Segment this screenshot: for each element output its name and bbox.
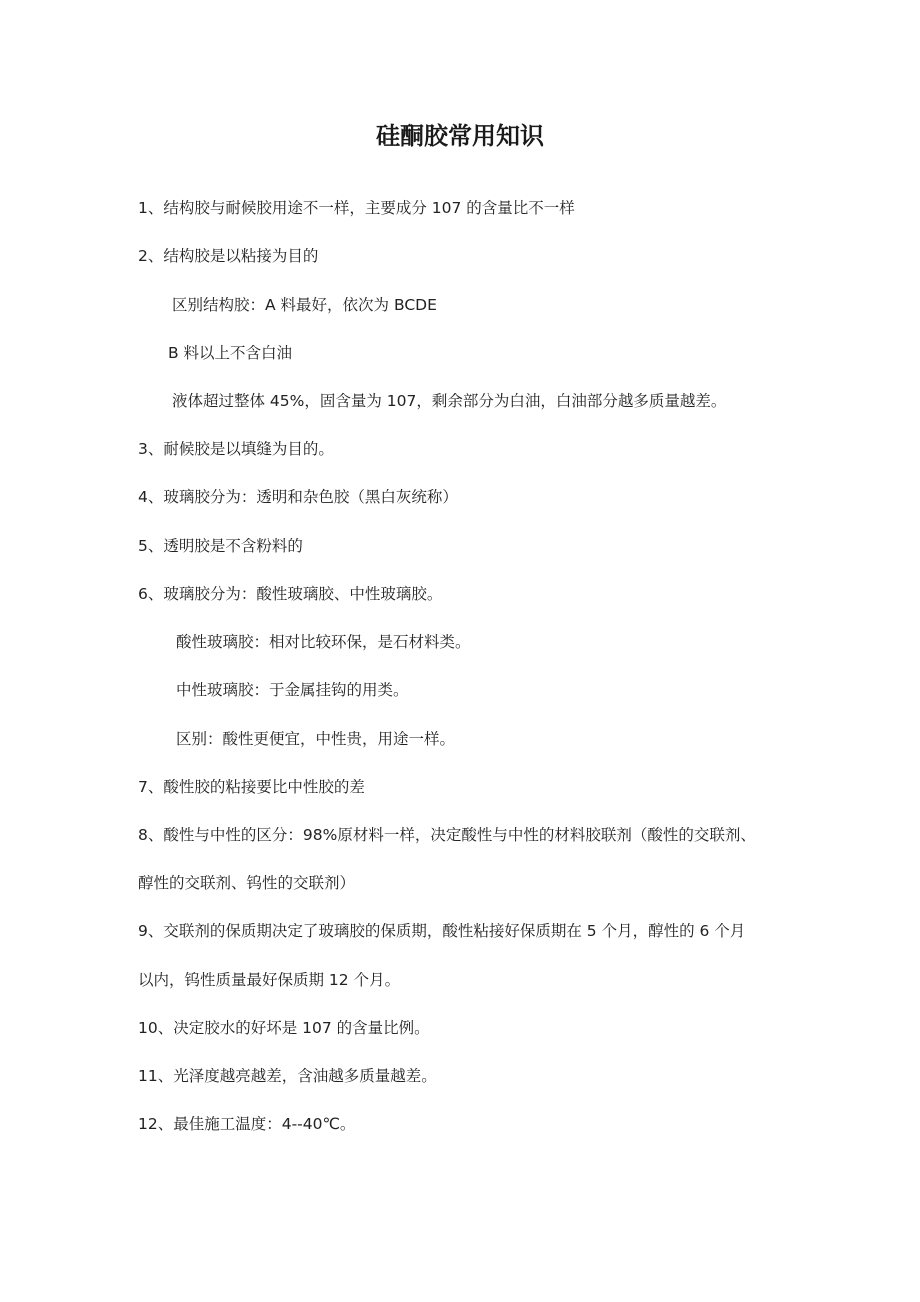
text-line-11: 11、光泽度越亮越差，含油越多质量越差。 [138,1067,437,1085]
text-line-12: 12、最佳施工温度：4--40℃。 [138,1115,356,1133]
text-line-7: 7、酸性胶的粘接要比中性胶的差 [138,778,365,796]
text-line-3: 3、耐候胶是以填缝为目的。 [138,440,334,458]
text-line-6b: 中性玻璃胶：于金属挂钩的用类。 [176,681,409,699]
text-line-1: 1、结构胶与耐候胶用途不一样，主要成分 107 的含量比不一样 [138,199,575,217]
text-line-2a: 区别结构胶：A 料最好，依次为 BCDE [172,296,437,314]
text-line-8: 8、酸性与中性的区分：98%原材料一样，决定酸性与中性的材料胶联剂（酸性的交联剂、 [138,826,756,844]
text-line-5: 5、透明胶是不含粉料的 [138,537,303,555]
text-line-10: 10、决定胶水的好坏是 107 的含量比例。 [138,1019,430,1037]
document-title: 硅酮胶常用知识 [376,122,544,150]
text-line-8-cont: 醇性的交联剂、钨性的交联剂） [138,874,356,892]
text-line-6: 6、玻璃胶分为：酸性玻璃胶、中性玻璃胶。 [138,585,443,603]
text-line-9: 9、交联剂的保质期决定了玻璃胶的保质期，酸性粘接好保质期在 5 个月，醇性的 6 个月 [138,922,746,940]
text-line-2c: 液体超过整体 45%，固含量为 107，剩余部分为白油，白油部分越多质量越差。 [172,392,727,410]
text-line-6a: 酸性玻璃胶：相对比较环保，是石材料类。 [176,633,471,651]
text-line-2b: B 料以上不含白油 [168,344,293,362]
text-line-9-cont: 以内，钨性质量最好保质期 12 个月。 [138,971,401,989]
text-line-6c: 区别：酸性更便宜，中性贵，用途一样。 [176,730,456,748]
text-line-4: 4、玻璃胶分为：透明和杂色胶（黑白灰统称） [138,488,458,506]
text-line-2: 2、结构胶是以粘接为目的 [138,247,319,265]
